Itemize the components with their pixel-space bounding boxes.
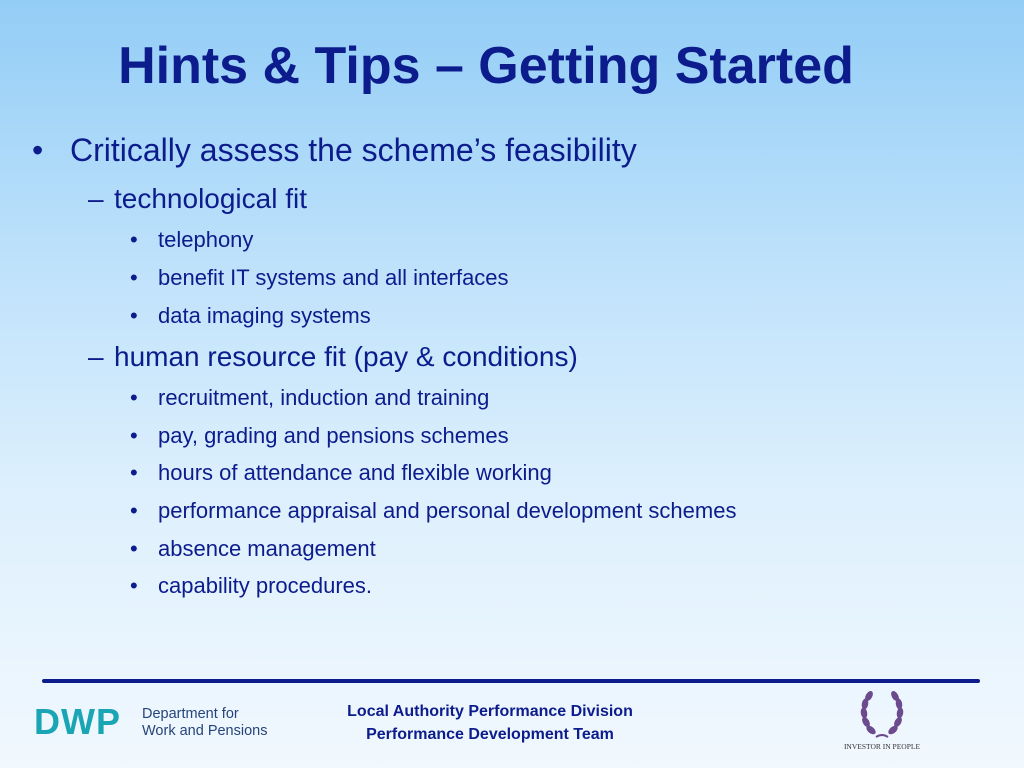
list-item-text: absence management bbox=[158, 536, 376, 561]
list-item-text: benefit IT systems and all interfaces bbox=[158, 265, 509, 290]
sub-bullet-text: human resource fit (pay & conditions) bbox=[114, 341, 578, 372]
bullet-dot: • bbox=[130, 265, 138, 290]
bullet-dot: • bbox=[130, 423, 138, 448]
list-item-text: recruitment, induction and training bbox=[158, 385, 490, 410]
list-item-text: performance appraisal and personal development schemes bbox=[158, 498, 737, 523]
sub-bullet-text: technological fit bbox=[114, 183, 308, 214]
list-item-text: data imaging systems bbox=[158, 303, 371, 328]
investor-in-people-logo bbox=[834, 686, 930, 758]
iip-label: INVESTOR IN PEOPLE bbox=[843, 742, 921, 751]
bullet-dot: • bbox=[130, 498, 138, 523]
list-item-text: telephony bbox=[158, 227, 254, 252]
slide-title: Hints & Tips – Getting Started bbox=[118, 37, 854, 95]
list-item-text: pay, grading and pensions schemes bbox=[158, 423, 509, 448]
bullet-dash: – bbox=[88, 183, 104, 214]
bullet-dot: • bbox=[130, 227, 138, 252]
laurel-wreath-icon bbox=[858, 686, 906, 740]
footer-organisation bbox=[290, 700, 690, 746]
list-item-text: capability procedures. bbox=[158, 573, 373, 598]
dwp-name-line2: Work and Pensions bbox=[142, 723, 268, 739]
bullet-dash: – bbox=[88, 341, 104, 372]
bullet-dot: • bbox=[130, 573, 138, 598]
bullet-dot: • bbox=[130, 385, 138, 410]
bullet-dot: • bbox=[130, 460, 138, 485]
list-item-text: hours of attendance and flexible working bbox=[158, 460, 552, 485]
footer-team: Performance Development Team bbox=[366, 726, 614, 743]
dwp-department-name bbox=[142, 706, 302, 740]
dwp-name-line1: Department for bbox=[142, 706, 239, 722]
dwp-logo-mark: DWP bbox=[34, 701, 121, 742]
bullet-text: Critically assess the scheme’s feasibility bbox=[70, 132, 637, 168]
footer-division: Local Authority Performance Division bbox=[347, 703, 633, 720]
bullet-dot: • bbox=[130, 303, 138, 328]
bullet-dot: • bbox=[32, 132, 44, 168]
footer-divider bbox=[42, 679, 980, 683]
bullet-dot: • bbox=[130, 536, 138, 561]
